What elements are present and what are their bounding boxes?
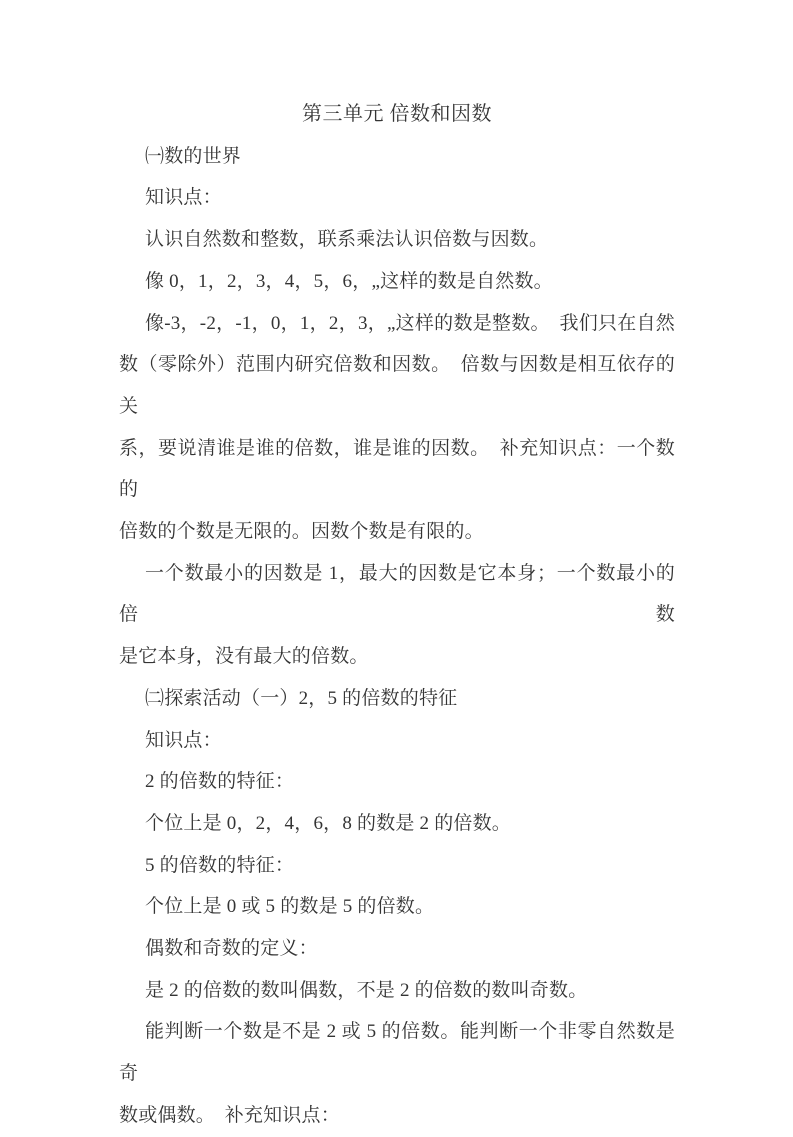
text-line: 数或偶数。 补充知识点： xyxy=(119,1104,340,1126)
text-line: 个位上是 0 或 5 的数是 5 的倍数。 xyxy=(145,896,435,918)
text-line: 2 的倍数的特征： xyxy=(145,771,295,793)
text-line: 知识点： xyxy=(145,729,222,751)
text-line: 一个数最小的因数是 1，最大的因数是它本身；一个数最小的倍数 xyxy=(119,562,675,626)
text-line: 偶数和奇数的定义： xyxy=(145,938,318,960)
text-line: ㈡探索活动（一）2，5 的倍数的特征 xyxy=(145,687,458,709)
text-line: 系，要说清谁是谁的倍数，谁是谁的因数。 补充知识点：一个数的 xyxy=(119,437,675,501)
page-title: 第三单元 倍数和因数 xyxy=(302,103,492,125)
text-line: 知识点： xyxy=(145,187,222,209)
text-line: ㈠数的世界 xyxy=(145,145,242,167)
document-body xyxy=(119,136,675,1137)
document-page xyxy=(119,94,675,1137)
text-line: 倍数的个数是无限的。因数个数是有限的。 xyxy=(119,521,484,543)
text-line: 像 0，1，2，3，4，5，6，„这样的数是自然数。 xyxy=(145,270,553,292)
text-line: 是 2 的倍数的数叫偶数，不是 2 的倍数的数叫奇数。 xyxy=(145,979,588,1001)
text-line: 像-3，-2，-1，0，1，2，3，„这样的数是整数。 我们只在自然 xyxy=(145,312,675,334)
text-line: 5 的倍数的特征： xyxy=(145,854,295,876)
text-line: 认识自然数和整数，联系乘法认识倍数与因数。 xyxy=(145,229,549,251)
text-line: 个位上是 0，2，4，6，8 的数是 2 的倍数。 xyxy=(145,812,512,834)
text-line: 能判断一个数是不是 2 或 5 的倍数。能判断一个非零自然数是奇 xyxy=(119,1021,675,1085)
text-line: 数（零除外）范围内研究倍数和因数。 倍数与因数是相互依存的关 xyxy=(119,354,675,417)
text-line: 是它本身，没有最大的倍数。 xyxy=(119,646,369,668)
